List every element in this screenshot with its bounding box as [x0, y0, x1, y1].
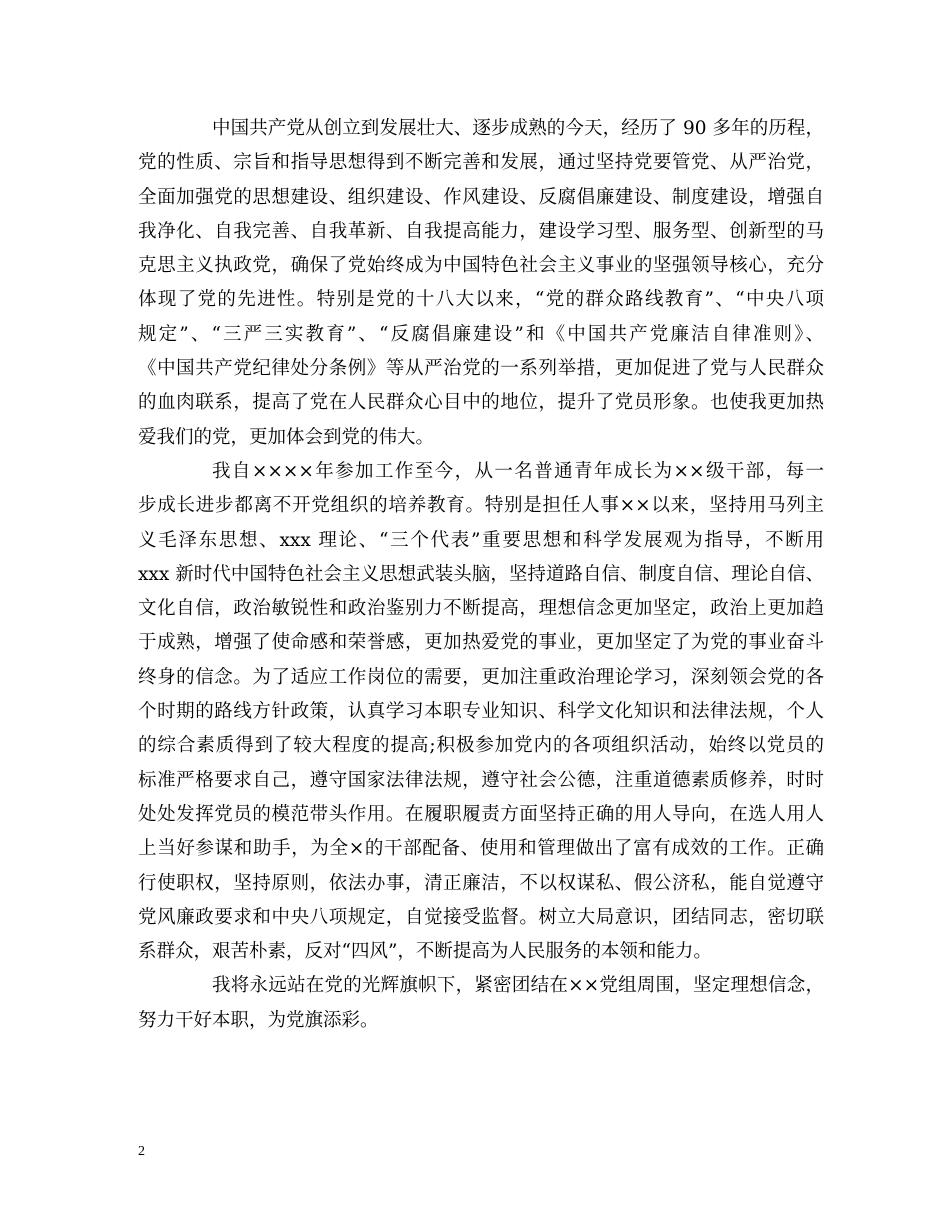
paragraph-line: 行使职权，坚持原则，依法办事，清正廉洁，不以权谋私、假公济私，能自觉遵守	[138, 872, 824, 894]
paragraph-line: 规定”、“三严三实教育”、“反腐倡廉建设”和《中国共产党廉洁自律准则》、	[138, 323, 824, 345]
paragraph-line: 我自××××年参加工作至今，从一名普通青年成长为××级干部，每一	[212, 460, 824, 482]
paragraph-line: 《中国共产党纪律处分条例》等从严治党的一系列举措，更加促进了党与人民群众	[138, 358, 824, 380]
paragraph-line: 的综合素质得到了较大程度的提高;积极参加党内的各项组织活动，始终以党员的	[138, 735, 824, 757]
paragraph-line: 于成熟，增强了使命感和荣誉感，更加热爱党的事业，更加坚定了为党的事业奋斗	[138, 632, 824, 654]
paragraph-line: 爱我们的党，更加体会到党的伟大。	[138, 426, 435, 448]
paragraph-line: 克思主义执政党，确保了党始终成为中国特色社会主义事业的坚强领导核心，充分	[138, 255, 824, 277]
paragraph-line: 全面加强党的思想建设、组织建设、作风建设、反腐倡廉建设、制度建设，增强自	[138, 186, 824, 208]
paragraph-line: 标准严格要求自己，遵守国家法律法规，遵守社会公德，注重道德素质修养，时时	[138, 769, 824, 791]
paragraph-line: 上当好参谋和助手，为全×的干部配备、使用和管理做出了富有成效的工作。正确	[138, 838, 824, 860]
paragraph	[138, 112, 824, 455]
paragraph-line: 处处发挥党员的模范带头作用。在履职履责方面坚持正确的用人导向，在选人用人	[138, 803, 824, 825]
paragraph-line: 文化自信，政治敏锐性和政治鉴别力不断提高，理想信念更加坚定，政治上更加趋	[138, 598, 824, 620]
paragraph-line: 义毛泽东思想、xxx 理论、“三个代表”重要思想和科学发展观为指导，不断用	[138, 529, 824, 551]
paragraph-line: 体现了党的先进性。特别是党的十八大以来，“党的群众路线教育”、“中央八项	[138, 289, 824, 311]
paragraph-line: 中国共产党从创立到发展壮大、逐步成熟的今天，经历了 90 多年的历程，	[212, 118, 824, 139]
paragraph-line: 步成长进步都离不开党组织的培养教育。特别是担任人事××以来，坚持用马列主	[138, 495, 824, 517]
paragraph	[138, 455, 824, 969]
paragraph-line: 党风廉政要求和中央八项规定，自觉接受监督。树立大局意识，团结同志，密切联	[138, 906, 824, 928]
paragraph-line: 我将永远站在党的光辉旗帜下，紧密团结在××党组周围，坚定理想信念，	[212, 975, 824, 997]
paragraph-line: 的血肉联系，提高了党在人民群众心目中的地位，提升了党员形象。也使我更加热	[138, 392, 824, 414]
paragraph-line: 党的性质、宗旨和指导思想得到不断完善和发展，通过坚持党要管党、从严治党，	[138, 152, 824, 174]
paragraph-line: 努力干好本职，为党旗添彩。	[138, 1009, 379, 1031]
page-number: 2	[138, 1144, 145, 1159]
paragraph-line: 我净化、自我完善、自我革新、自我提高能力，建设学习型、服务型、创新型的马	[138, 220, 824, 242]
paragraph-line: 个时期的路线方针政策，认真学习本职专业知识、科学文化知识和法律法规，个人	[138, 701, 824, 723]
paragraph-line: 终身的信念。为了适应工作岗位的需要，更加注重政治理论学习，深刻领会党的各	[138, 666, 824, 688]
paragraph	[138, 969, 824, 1038]
document-body	[138, 112, 824, 1038]
paragraph-line: xxx 新时代中国特色社会主义思想武装头脑，坚持道路自信、制度自信、理论自信、	[138, 563, 824, 585]
paragraph-line: 系群众，艰苦朴素，反对“四风”，不断提高为人民服务的本领和能力。	[138, 941, 712, 963]
